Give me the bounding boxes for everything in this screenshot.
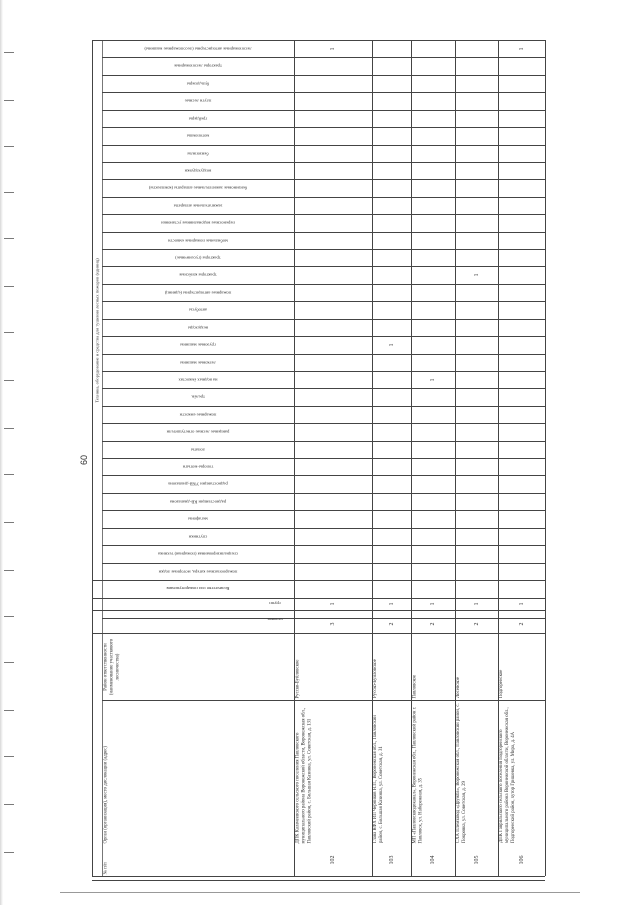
margin-mark	[4, 146, 14, 147]
row-org: ДПК Гаврильского сельского поселения Подгоренского муниципального района Воронежской области, Воронежская обл., Подгоренский район, хутор Гришевка, ул. Мира, д. 4А	[499, 707, 516, 843]
equipment-column-header: тракторы (гусеничные)	[175, 255, 221, 261]
margin-mark	[4, 804, 14, 805]
equipment-column-header: переносные водоналивные установки	[161, 220, 235, 226]
row-area: Русско-Буйловское	[373, 659, 378, 698]
groups-header: групп	[269, 601, 281, 607]
row-org: ДПК Калачеевского сельского поселения Павловского муниципального района Воронежской области, Воронежская обл., Павловский район, с. Большая Казинка, ул. Советская, д. 131	[295, 707, 312, 843]
margin-mark	[4, 756, 14, 757]
row-area: Лосевское	[456, 676, 461, 698]
equipment-column-header: мобильные пожарные емкости	[168, 237, 228, 243]
equipment-column-header: спутники	[188, 533, 208, 539]
equipment-column-header: бульдозеры	[186, 81, 210, 87]
equipment-column-header: трелёв.	[190, 394, 206, 400]
row-people-count: 2	[388, 622, 395, 626]
row-number: 103	[388, 855, 395, 865]
margin-mark	[4, 522, 14, 523]
equipment-column-header: автобусы	[189, 307, 207, 313]
equipment-group-title: Техника, оборудование и средства для тушения лесных пожаров (единиц)	[94, 257, 100, 403]
row-number: 105	[473, 855, 480, 865]
row-org: СХА Племзавод «Дружба», Воронежская обл., Павловский район, с. Покровка, ул. Советская, д. 29	[456, 703, 467, 843]
equipment-column-header: легковые машины	[180, 359, 216, 365]
margin-mark	[4, 662, 14, 663]
margin-mark	[4, 428, 14, 429]
row-equipment-mark: 1	[430, 378, 436, 382]
row-number: 104	[430, 855, 436, 865]
equipment-column-header: специализированная (пожарная) техника	[158, 551, 238, 557]
equipment-column-header: грузовые машины	[180, 342, 216, 348]
row-equipment-mark: 1	[330, 47, 336, 51]
equipment-column-header: топоры-мотыги	[182, 464, 214, 470]
row-group-count: 1	[430, 602, 436, 606]
margin-mark	[4, 380, 14, 381]
margin-mark	[4, 332, 14, 333]
margin-mark	[4, 286, 14, 287]
scan-edge	[0, 0, 3, 905]
page-number: 60	[79, 454, 90, 466]
no-header: № п/п	[103, 861, 108, 874]
equipment-column-header: грейдеры	[188, 115, 208, 121]
equipment-column-header: на водных ёмкостях	[178, 377, 218, 383]
scan-bottom-rule	[60, 892, 580, 893]
row-group-count: 1	[473, 602, 480, 606]
margin-mark	[4, 192, 14, 193]
row-equipment-mark: 1	[388, 343, 395, 347]
people-header: человек	[267, 617, 283, 623]
grid-line	[92, 880, 545, 881]
equipment-column-header: бензиновые зажигательные аппараты (комплекты)	[148, 185, 248, 191]
equipment-column-header: зажигательные аппараты	[173, 202, 223, 208]
row-equipment-mark: 1	[518, 47, 525, 51]
margin-mark	[4, 570, 14, 571]
margin-mark	[4, 710, 14, 711]
margin-mark	[4, 238, 14, 239]
margin-mark	[4, 100, 14, 101]
row-people-count: 2	[518, 622, 525, 626]
equipment-column-header: вездеходы	[188, 324, 208, 330]
row-group-count: 1	[518, 602, 525, 606]
row-number: 106	[518, 855, 525, 865]
equipment-column-header: радиостанции КВ-диапазона	[169, 499, 227, 505]
equipment-column-header: лесопожарные автоцистерны (лесопожарные машины)	[144, 46, 252, 52]
equipment-column-header: пожарные автоцистерны (единиц)	[164, 290, 232, 296]
org-header: Орган (организация), место дислокации (адрес)	[103, 745, 108, 843]
row-org: Глава КФХ ИП Черников Н.П., Воронежская обл., Павловский район, с. Большая Казинка, ул. Советская, д. 31	[373, 715, 384, 843]
equipment-column-header: воздуходувки	[184, 168, 212, 174]
equipment-column-header: плуги лесные	[184, 98, 212, 104]
equipment-column-header: лопаты	[190, 446, 206, 452]
equipment-column-header: бензопилы	[187, 150, 209, 156]
margin-mark	[4, 852, 14, 853]
equipment-column-header: мегафоны	[188, 516, 208, 522]
grid-line	[545, 40, 546, 876]
row-equipment-mark: 1	[473, 273, 480, 277]
equipment-column-header: пожарные емкости	[179, 412, 217, 417]
equipment-column-header: тракторы лесопожарные	[174, 63, 222, 69]
margin-mark	[4, 52, 14, 53]
margin-mark	[4, 616, 14, 617]
equipment-column-header: радиостанции УКВ-диапазона	[168, 481, 228, 487]
row-area: Русско-Буйловское	[295, 659, 300, 698]
equipment-column-header: тракторы колёсные	[179, 272, 217, 278]
row-people-count: 3	[330, 622, 336, 626]
margin-mark	[4, 474, 14, 475]
row-people-count: 2	[473, 622, 480, 626]
row-org: МП «Павловскводоканал», Воронежская обл., Павловский район г. Павловск, ул. Набережная, д. 35	[412, 706, 423, 843]
row-group-count: 1	[388, 602, 395, 606]
equipment-column-header: мотопомпы	[186, 133, 210, 139]
area-header: Район ответственности (наименование участкового лесничества)	[103, 638, 120, 695]
row-number: 102	[330, 855, 336, 865]
row-group-count: 1	[330, 602, 336, 606]
forces-group-header: Количество сил пожаротушения	[166, 586, 230, 592]
equipment-column-header: ранцевые лесные огнетушители	[166, 429, 230, 435]
row-area: Павловское	[412, 674, 417, 698]
row-area: Подгоренское	[499, 669, 504, 698]
row-people-count: 2	[430, 622, 436, 626]
equipment-column-header: пожароопасные катера, моторные лодки	[158, 568, 238, 574]
